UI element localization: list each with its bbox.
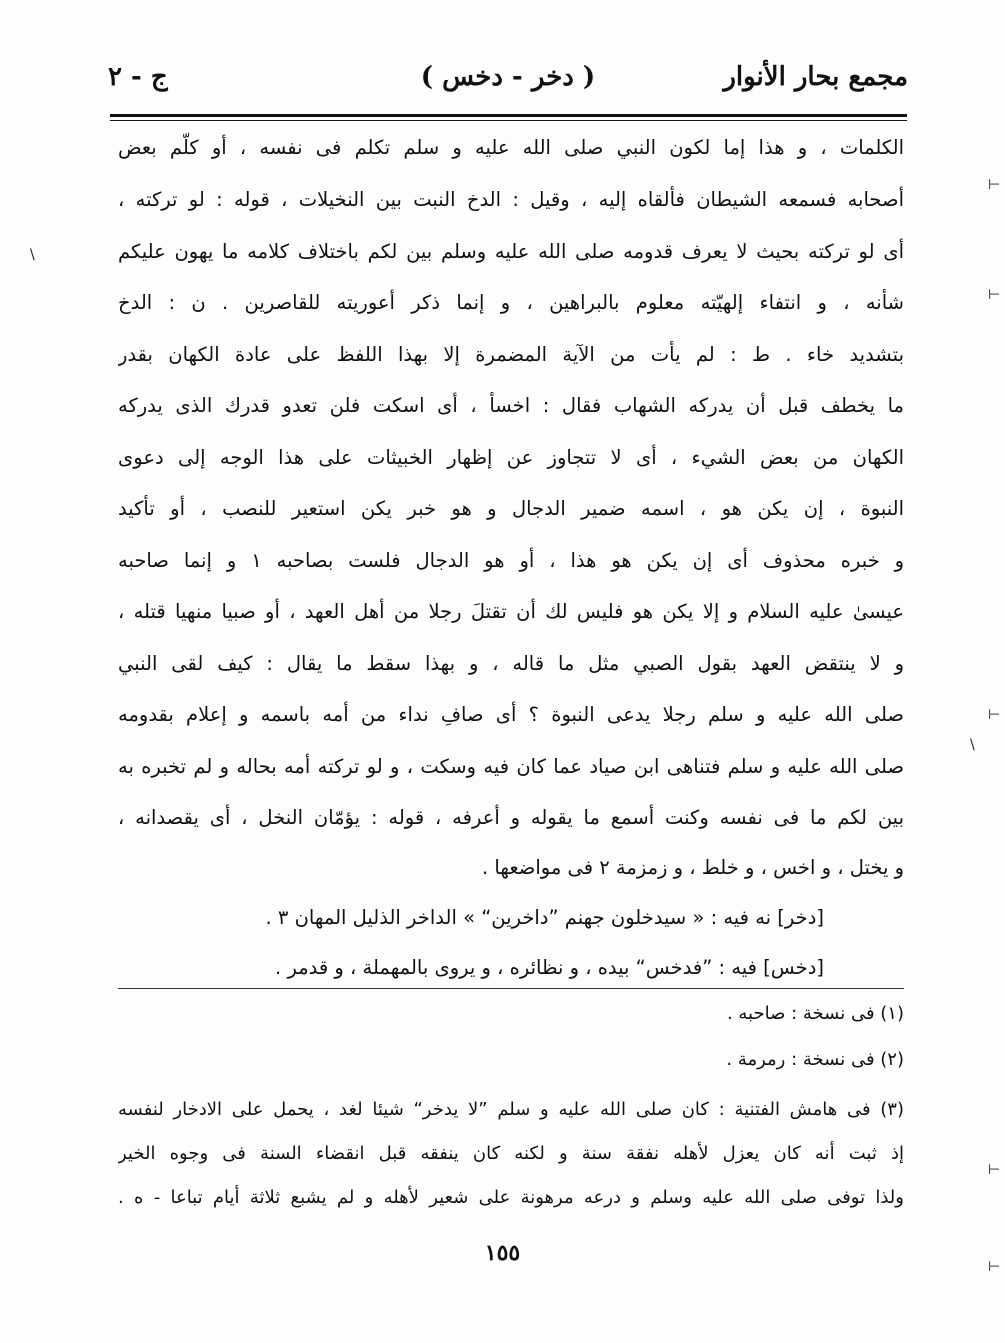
footnote-3-cont: إذ ثبت أنه كان يعزل لأهله نفقة سنة و لكنه كان ينفقه قبل انقضاء السنة فى وجوه الخير — [118, 1143, 904, 1164]
footnote-divider — [118, 988, 904, 989]
margin-mark: \ — [30, 247, 35, 263]
page-header — [108, 62, 908, 112]
text-line-last: و يختل ، و اخس ، و خلط ، و زمزمة ۲ فى مواضعها . — [482, 856, 904, 879]
text-line: أى لو تركته بحيث لا يعرف قدومه صلى الله عليه وسلم بين لكم باختلاف كلامه ما يهون عليكم — [118, 240, 904, 263]
text-line: عيسىٰ عليه السلام و إلا يكن هو فليس لك أن تقتلَ رجلا من أهل العهد ، أو صبيا منهيا قتله ، — [118, 600, 904, 623]
footnote-1: (۱) فى نسخة : صاحبه . — [726, 1003, 904, 1024]
text-line: النبوة ، إن يكن هو ، اسمه ضمير الدجال و هو خبر يكن استعير للنصب ، أو تأكيد — [118, 497, 904, 520]
footnote-3: (۳) فى هامش الفتنية : كان صلى الله عليه و سلم ”لا يدخر“ شيئا لغد ، يحمل على الادخار لنفسه — [118, 1099, 904, 1120]
text-line: و لا ينتقض العهد بقول الصبي مثل ما قاله ، و بهذا سقط ما يقال : كيف لقى النبي — [118, 652, 904, 675]
header-entry-range: ( دخر - دخس ) — [420, 62, 596, 92]
text-line: ما يخطف قبل أن يدركه الشهاب فقال : اخسأ ، أى اسكت فلن تعدو قدرك الذى يدركه — [118, 394, 904, 417]
margin-mark: ⊢ — [988, 1162, 1001, 1178]
footnote-2: (۲) فى نسخة : رمرمة . — [726, 1049, 904, 1070]
page-number: ١٥٥ — [484, 1240, 521, 1266]
header-rule-thick — [110, 114, 907, 117]
text-line: صلى الله عليه و سلم فتناهى ابن صياد عما كان فيه وسكت ، و لو تركته أمه بحاله و لم تخبره به — [118, 755, 904, 778]
text-line: صلى الله عليه و سلم رجلا يدعى النبوة ؟ أى صافِ نداء من أمه باسمه و إعلام بقدومه — [118, 703, 904, 726]
footnote-3-end: ولذا توفى صلى الله عليه وسلم و درعه مرهونة على شعير لأهله و لم يشبع ثلاثة أيام تباعا - ه . — [118, 1187, 904, 1208]
margin-mark: ⊢ — [988, 287, 1001, 303]
entry-dakhar: [دخر] نه فيه : « سيدخلون جهنم ”داخرين“ » الداخر الذليل المهان ۳ . — [265, 906, 824, 929]
text-line: الكهان من بعض الشيء ، أى لا تتجاوز عن إظهار الخبيثات على هذا الوجه إلى دعوى — [118, 446, 904, 469]
margin-mark: \ — [970, 737, 975, 753]
text-line: بتشديد خاء . ط : لم يأت من الآية المضمرة إلا بهذا اللفظ على عادة الكهان بقدر — [118, 343, 904, 366]
margin-mark: ⊢ — [988, 1259, 1001, 1275]
text-line: أصحابه فسمعه الشيطان فألقاه إليه ، وقيل : الدخ النبت بين النخيلات ، قوله : لو تركته ، — [118, 188, 904, 211]
header-book-title: مجمع بحار الأنوار — [723, 62, 908, 92]
text-line: بين لكم ما فى نفسه وكنت أسمع ما يقوله و أعرفه ، قوله : يؤمّان النخل ، أى يقصدانه ، — [118, 806, 904, 829]
margin-mark: ⊢ — [988, 707, 1001, 723]
text-line: الكلمات ، و هذا إما لكون النبي صلى الله عليه و سلم تكلم فى نفسه ، أو كلّم بعض — [118, 136, 904, 159]
margin-mark: ⊢ — [988, 177, 1001, 193]
text-line: شأنه ، و انتفاء إلهيّته معلوم بالبراهين ، و إنما ذكر أعوريته للقاصرين . ن : الدخ — [118, 291, 904, 314]
header-rule-thin — [110, 120, 907, 121]
header-volume: ج - ۲ — [108, 62, 168, 92]
entry-dakhas: [دخس] فيه : ”فدخس“ بيده ، و نظائره ، و يروى بالمهملة ، و قدمر . — [275, 956, 824, 979]
text-line: و خبره محذوف أى إن يكن هو هذا ، أو هو الدجال فلست بصاحبه ۱ و إنما صاحبه — [118, 549, 904, 572]
